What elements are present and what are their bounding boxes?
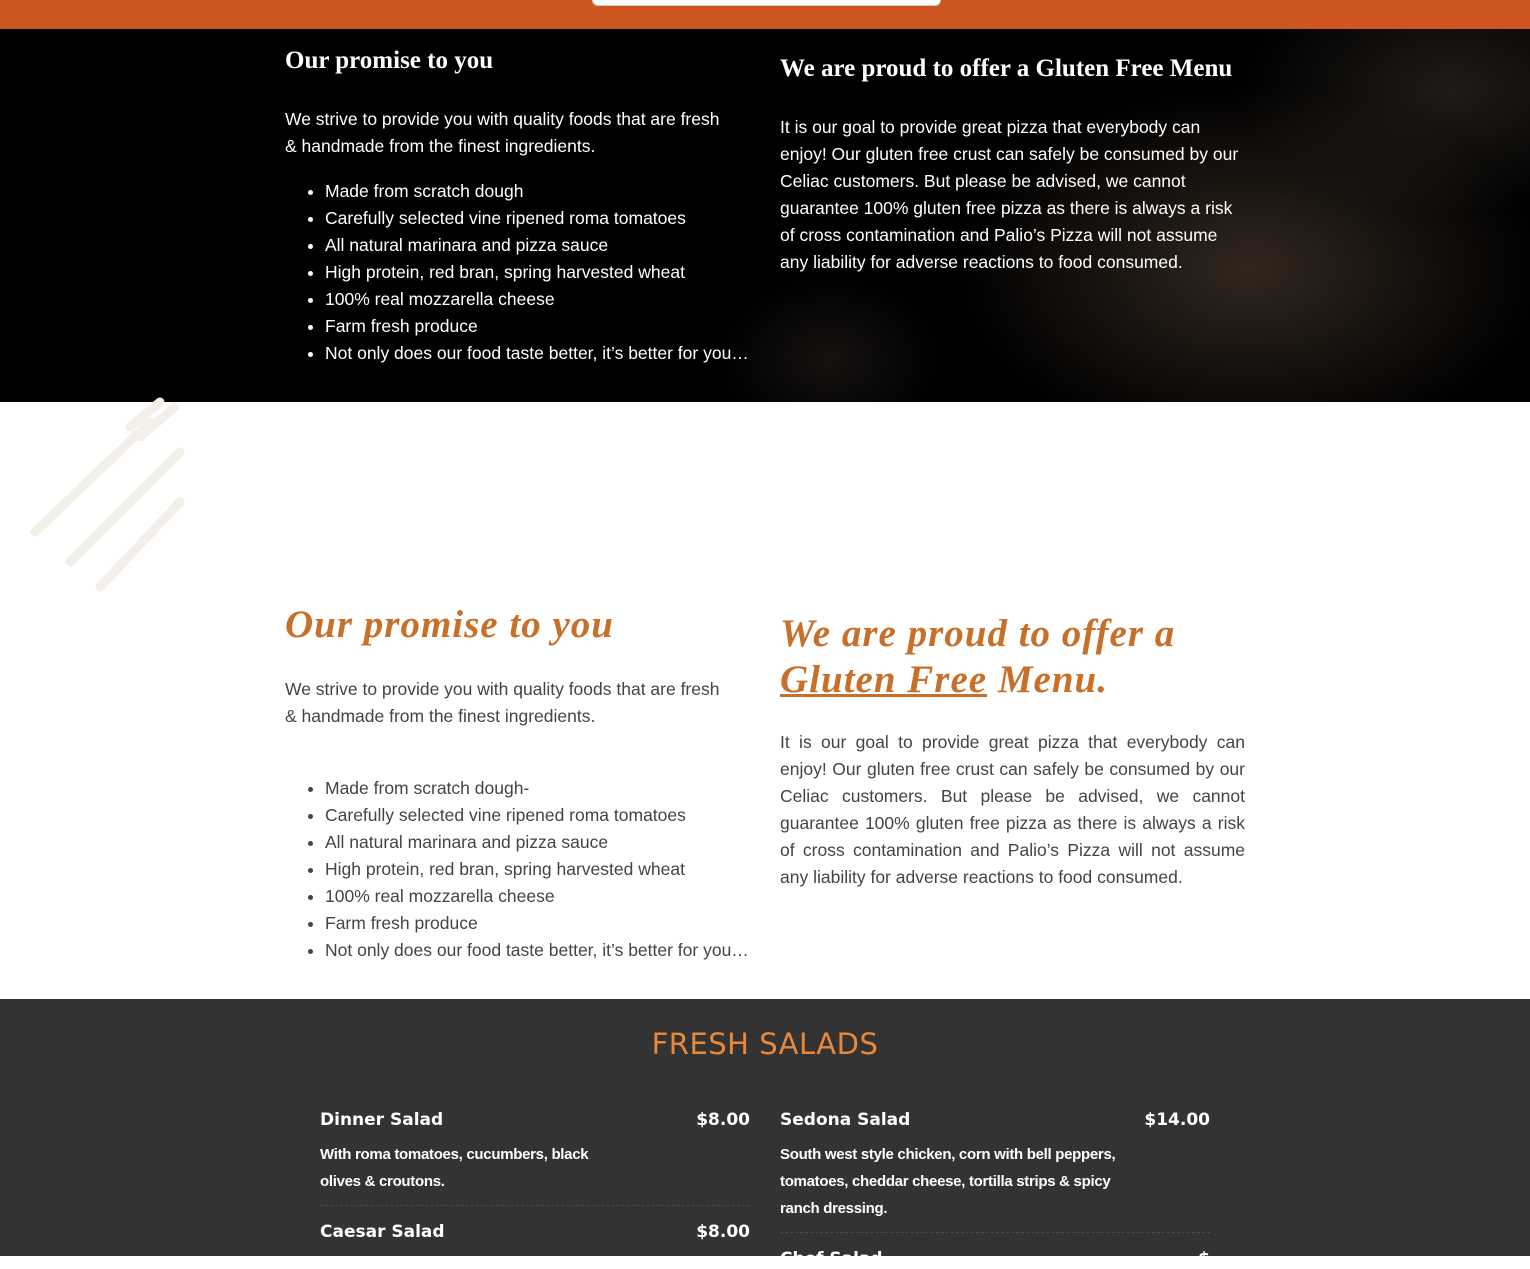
promise-intro: We strive to provide you with quality foods that are fresh & handmade from the finest ingredients.: [285, 679, 720, 726]
menu-item-name: Caesar Salad: [320, 1222, 445, 1242]
menu-item-price: $8.00: [696, 1110, 750, 1130]
menu-item: [320, 1222, 750, 1252]
menu-item: [780, 1249, 1210, 1269]
promise-dark-section: [0, 29, 1530, 402]
heading-line: We are proud to offer a: [780, 612, 1176, 655]
list-item: • Not only does our food taste better, it’s better for you…: [325, 937, 795, 964]
list-item: • Made from scratch dough: [325, 178, 795, 205]
list-item: • Not only does our food taste better, it’s better for you…: [325, 340, 795, 367]
list-item: • High protein, red bran, spring harvested wheat: [325, 259, 795, 286]
promise-intro: We strive to provide you with quality foods that are fresh & handmade from the finest ingredients.: [285, 109, 720, 156]
list-item: • High protein, red bran, spring harvested wheat: [325, 856, 795, 883]
promise-heading: Our promise to you: [285, 47, 494, 74]
list-item: • 100% real mozzarella cheese: [325, 883, 795, 910]
list-item: • All natural marinara and pizza sauce: [325, 829, 795, 856]
gluten-free-heading-script: [780, 611, 1250, 703]
gluten-free-link[interactable]: Gluten Free: [780, 658, 988, 701]
menu-item-name: Sedona Salad: [780, 1110, 911, 1130]
menu-item: [780, 1110, 1210, 1234]
menu-item-desc: With roma tomatoes, cucumbers, black olives & croutons.: [320, 1146, 589, 1190]
list-item: • Carefully selected vine ripened roma tomatoes: [325, 205, 795, 232]
menu-item-price: $: [1198, 1249, 1210, 1269]
list-item: • 100% real mozzarella cheese: [325, 286, 795, 313]
menu-item-name: Dinner Salad: [320, 1110, 444, 1130]
heading-tail: Menu.: [987, 658, 1108, 701]
menu-item-desc: South west style chicken, corn with bell peppers, tomatoes, cheddar cheese, tortilla strips & spicy ranch dressing.: [780, 1146, 1116, 1217]
list-item: • All natural marinara and pizza sauce: [325, 232, 795, 259]
promise-list: [285, 178, 795, 367]
list-item: • Carefully selected vine ripened roma tomatoes: [325, 802, 795, 829]
promise-heading-script: Our promise to you: [285, 603, 614, 646]
fork-knife-icon: [30, 402, 190, 592]
list-item: • Farm fresh produce: [325, 910, 795, 937]
promise-list: [285, 775, 795, 964]
divider: [320, 1205, 750, 1206]
promise-light-section: [0, 402, 1530, 999]
gluten-free-heading: We are proud to offer a Gluten Free Menu: [780, 55, 1233, 82]
menu-item-price: $14.00: [1144, 1110, 1210, 1130]
list-item: • Farm fresh produce: [325, 313, 795, 340]
top-bar-button[interactable]: [592, 0, 941, 6]
menu-item-price: $8.00: [696, 1222, 750, 1242]
gluten-free-body: It is our goal to provide great pizza that everybody can enjoy! Our gluten free crust can safely be consumed by our Celiac customers. But please be advised, we cannot guarantee 100% gluten free pizza as there is always a risk of cross contamination and Palio’s Pizza will not assume any liability for adverse reactions to food consumed.: [780, 732, 1245, 887]
salads-title: FRESH SALADS: [651, 1027, 879, 1061]
list-item: • Made from scratch dough-: [325, 775, 795, 802]
top-bar: [0, 0, 1530, 29]
menu-item-name: Chef Salad: [780, 1249, 883, 1269]
menu-item: [320, 1110, 750, 1207]
gluten-free-body: It is our goal to provide great pizza that everybody can enjoy! Our gluten free crust can safely be consumed by our Celiac customers. But please be advised, we cannot guarantee 100% gluten free pizza as there is always a risk of cross contamination and Palio’s Pizza will not assume any liability for adverse reactions to food consumed.: [780, 117, 1239, 272]
salads-section: [0, 999, 1530, 1269]
divider: [780, 1232, 1210, 1233]
